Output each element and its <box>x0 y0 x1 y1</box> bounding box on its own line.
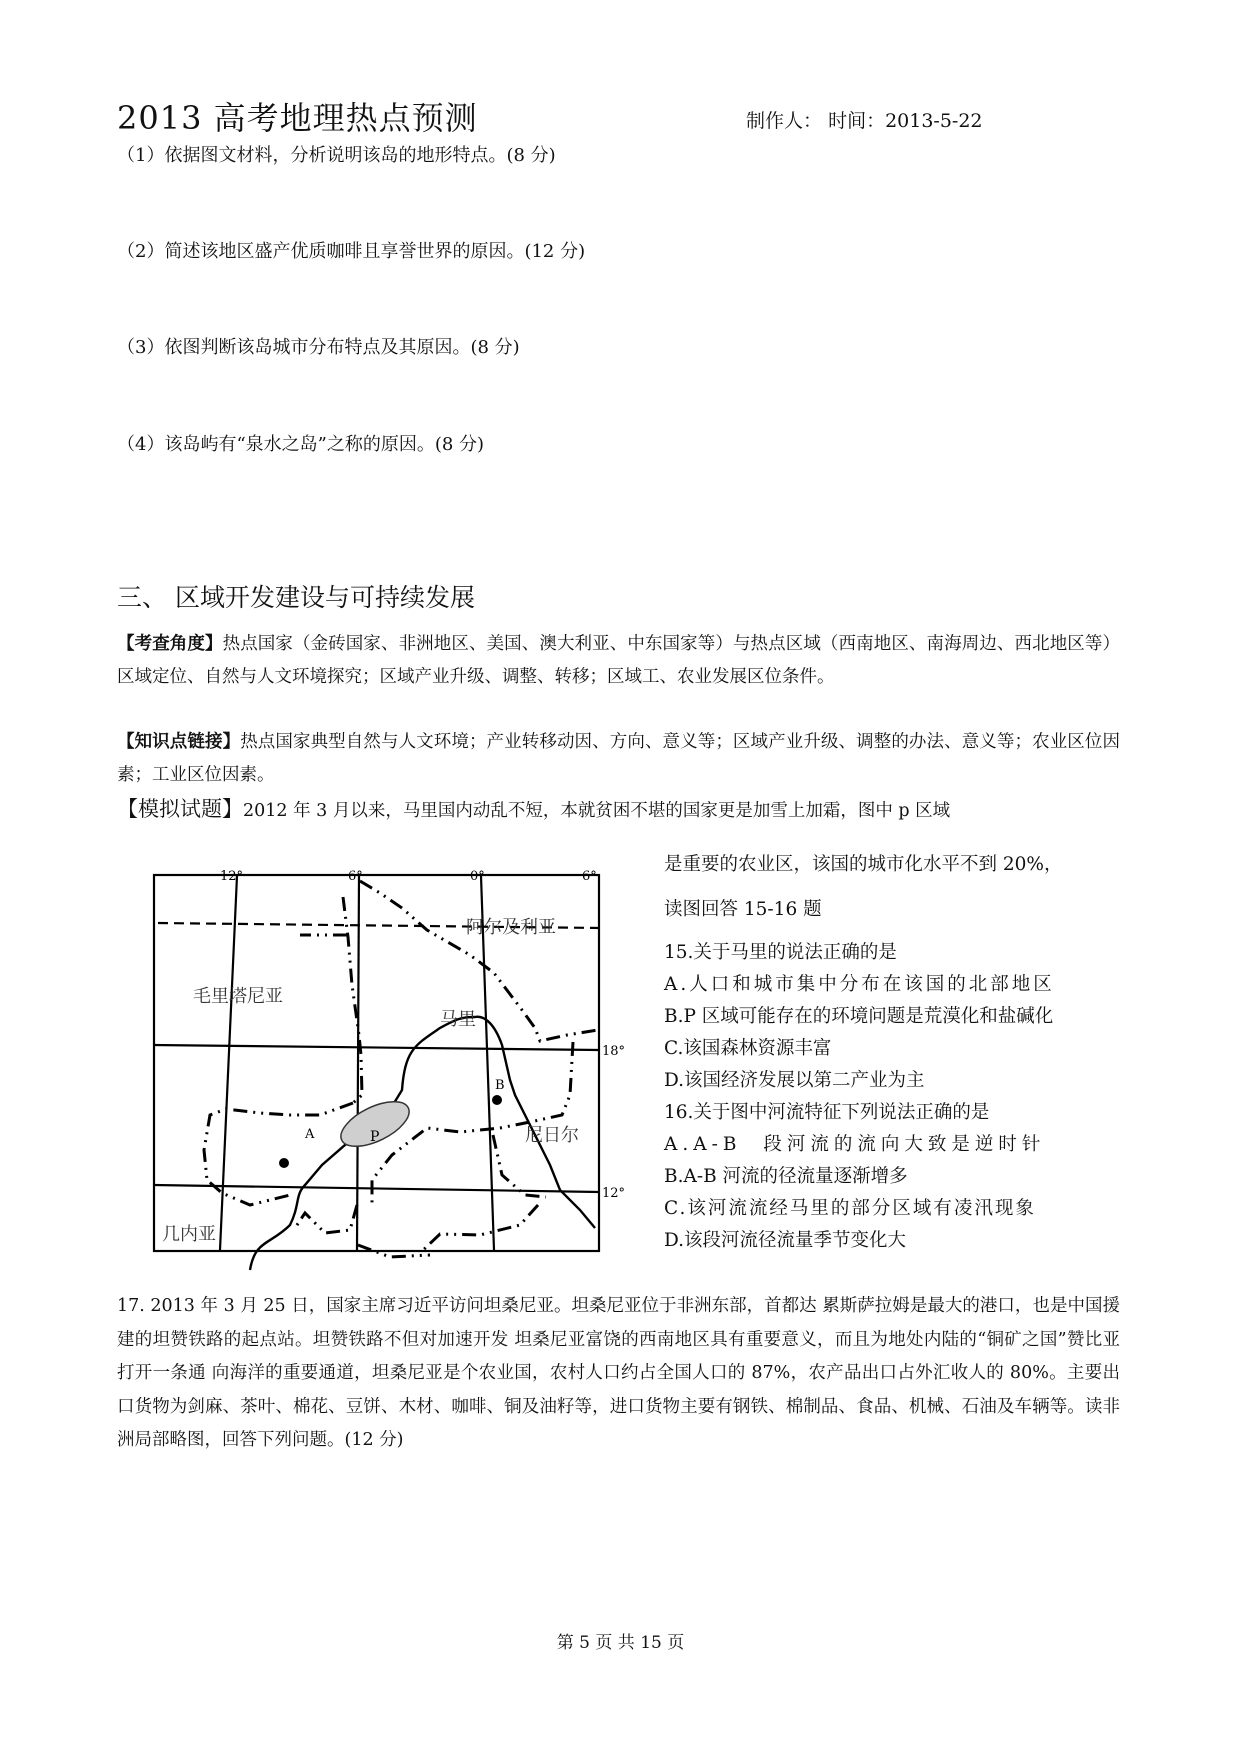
point-b-label: B <box>495 1078 505 1093</box>
question-17: 17. 2013 年 3 月 25 日，国家主席习近平访问坦桑尼亚。坦桑尼亚位于非洲东部，首都达 累斯萨拉姆是最大的港口，也是中国援建的坦赞铁路的起点站。坦赞铁路不但对加速开发 坦桑尼亚富饶的西南地区具有重要意义，而且为地处内陆的“铜矿之国”赞比亚打开一条通 向海洋的重要通道，坦桑尼亚是个农业国，农村人口约占全国人口的 87%，农产品出口占外汇收人的 80%。主要出口货物为剑麻、茶叶、棉花、豆饼、木材、咖啡、铜及油籽等，进口货物主要有钢铁、棉制品、食品、机械、石油及车辆等。读非洲局部略图，回答下列问题。(12 分) <box>117 1296 1120 1450</box>
country-mauritania: 毛里塔尼亚 <box>193 986 283 1007</box>
knowledge-text: 热点国家典型自然与人文环境；产业转移动因、方向、意义等；区域产业升级、调整的办法、意义等；农业区位因素；工业区位因素。 <box>117 732 1120 785</box>
q15-option-c: C.该国森林资源丰富 <box>664 1038 832 1059</box>
question-2: （2）简述该地区盛产优质咖啡且享誉世界的原因。(12 分) <box>117 241 586 262</box>
knowledge-paragraph <box>117 726 1120 792</box>
intro-line-1: 是重要的农业区，该国的城市化水平不到 20%， <box>664 854 1063 875</box>
mock-label: 【模拟试题】 <box>117 797 243 821</box>
question-4: （4）该岛屿有“泉水之岛”之称的原因。(8 分) <box>117 434 485 455</box>
question-1: （1）依据图文材料，分析说明该岛的地形特点。(8 分) <box>117 145 556 166</box>
author-label: 制作人： <box>746 110 823 132</box>
country-niger: 尼日尔 <box>525 1125 579 1146</box>
q15-option-d: D.该国经济发展以第二产业为主 <box>664 1070 925 1091</box>
country-mali: 马里 <box>440 1009 476 1030</box>
exam-angle-paragraph <box>117 628 1120 694</box>
lat-label-18n: 18° <box>602 1044 626 1059</box>
exam-angle-text: 热点国家（金砖国家、非洲地区、美国、澳大利亚、中东国家等）与热点区域（西南地区、南海周边、西北地区等）区域定位、自然与人文环境探究；区域产业升级、调整、转移；区域工、农业发展区位条件。 <box>117 634 1121 687</box>
mock-text: 2012 年 3 月以来，马里国内动乱不短，本就贫困不堪的国家更是加雪上加霜，图中 p 区域 <box>243 801 951 821</box>
q16-option-c: C.该河流流经马里的部分区域有凌汛现象 <box>664 1198 1036 1219</box>
meridian-12w <box>220 876 237 1250</box>
lon-label-0: 0° <box>470 869 485 884</box>
meridian-6w <box>357 876 359 1250</box>
document-meta <box>746 106 983 133</box>
exam-angle-label: 【考查角度】 <box>117 634 223 654</box>
mock-paragraph <box>117 793 1120 828</box>
q16-option-b: B.A-B 河流的径流量逐渐增多 <box>664 1166 908 1187</box>
q16-option-a: A.A-B 段河流的流向大致是逆时针 <box>664 1134 1046 1155</box>
question-3: （3）依图判断该岛城市分布特点及其原因。(8 分) <box>117 337 520 358</box>
question-16: 16.关于图中河流特征下列说法正确的是 <box>664 1102 990 1123</box>
document-title: 2013 高考地理热点预测 <box>117 99 478 137</box>
country-guinea: 几内亚 <box>162 1224 216 1245</box>
lon-label-6e: 6° <box>582 869 597 884</box>
knowledge-label: 【知识点链接】 <box>117 732 241 752</box>
page-footer: 第 5 页 共 15 页 <box>556 1633 685 1653</box>
country-algeria: 阿尔及利亚 <box>466 917 556 938</box>
p-agricultural-area <box>334 1093 415 1156</box>
mali-map <box>140 845 626 1265</box>
point-p-label: P <box>370 1129 380 1145</box>
point-b-marker <box>492 1095 502 1105</box>
parallel-18n <box>153 1045 599 1050</box>
q16-option-d: D.该段河流径流量季节变化大 <box>664 1230 907 1251</box>
question-15: 15.关于马里的说法正确的是 <box>664 942 897 963</box>
q15-option-a: A.人口和城市集中分布在该国的北部地区 <box>664 974 1055 995</box>
lon-label-6w: 6° <box>348 869 363 884</box>
lat-label-12n: 12° <box>602 1186 626 1201</box>
section-title: 三、 区域开发建设与可持续发展 <box>117 583 475 612</box>
q15-option-b: B.P 区域可能存在的环境问题是荒漠化和盐碱化 <box>664 1006 1054 1027</box>
lon-label-12w: 12° <box>220 869 244 884</box>
intro-line-2: 读图回答 15-16 题 <box>664 899 822 920</box>
date-label: 时间：2013-5-22 <box>828 110 983 132</box>
point-a-label: A <box>305 1127 315 1142</box>
point-a-marker <box>279 1158 289 1168</box>
